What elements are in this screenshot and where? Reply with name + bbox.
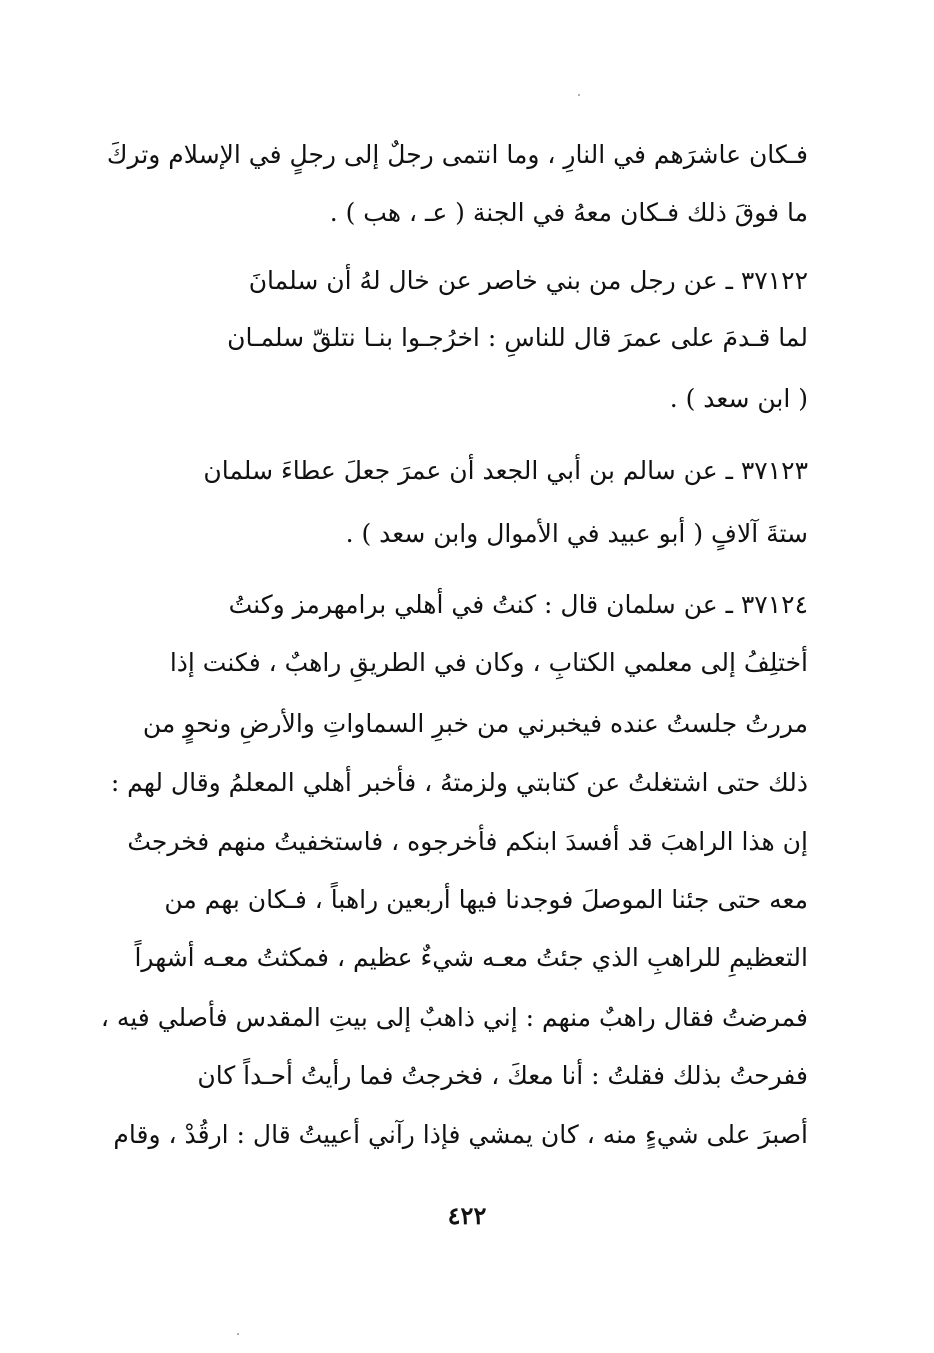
hadith-37123-line: ٣٧١٢٣ ـ عن سالم بن أبي الجعد أن عمرَ جعلَ عطاءَ سلمان (203, 456, 808, 485)
text-line: ذلك حتى اشتغلتُ عن كتابتي ولزمتهُ ، فأخبر أهلي المعلمُ وقال لهم : (110, 768, 808, 797)
text-line: معه حتى جئنا الموصلَ فوجدنا فيها أربعين راهباً ، فـكان بهم من (164, 885, 808, 914)
hadith-37122-line: ٣٧١٢٢ ـ عن رجل من بني خاصر عن خال لهُ أن سلمانَ (248, 266, 808, 295)
text-line: إن هذا الراهبَ قد أفسدَ ابنكم فأخرجوه ، فاستخفيتُ منهم فخرجتُ (127, 827, 808, 856)
text-line: فـكان عاشرَهم في النارِ ، وما انتمى رجلٌ إلى رجلٍ في الإسلام وتركَ (106, 140, 808, 169)
text-line: ما فوقَ ذلك فـكان معهُ في الجنة ( عـ ، هب ) . (329, 198, 808, 227)
hadith-37124-line: ٣٧١٢٤ ـ عن سلمان قال : كنتُ في أهلي برامهرمز وكنتُ (228, 590, 808, 619)
scan-speck (578, 94, 580, 96)
text-line: لما قـدمَ على عمرَ قال للناسِ : اخرُجـوا بنـا نتلقّ سلمـان (227, 323, 808, 352)
text-line: أختلِفُ إلى معلمي الكتابِ ، وكان في الطريقِ راهبٌ ، فكنت إذا (169, 648, 808, 677)
text-line: أصبرَ على شيءٍ منه ، كان يمشي فإذا رآني أعييتُ قال : ارقُدْ ، وقام (113, 1120, 808, 1149)
text-line: ففرحتُ بذلك فقلتُ : أنا معكَ ، فخرجتُ فما رأيتُ أحـداً كان (197, 1061, 808, 1090)
page-number: ٤٢٢ (447, 1201, 487, 1230)
text-line: ستةَ آلافٍ ( أبو عبيد في الأموال وابن سعد ) . (345, 519, 808, 548)
text-line: التعظيمِ للراهبِ الذي جئتُ معـه شيءٌ عظيم ، فمكثتُ معـه أشهراً (134, 943, 808, 972)
body-text (100, 0, 808, 1200)
text-line: فمرضتُ فقال راهبٌ منهم : إني ذاهبٌ إلى بيتِ المقدس فأصلي فيه ، (100, 1003, 808, 1032)
text-line: ( ابن سعد ) . (669, 384, 808, 413)
scan-speck (237, 1333, 239, 1335)
text-line: مررتُ جلستُ عنده فيخبرني من خبرِ السماواتِ والأرضِ ونحوٍ من (142, 709, 808, 738)
